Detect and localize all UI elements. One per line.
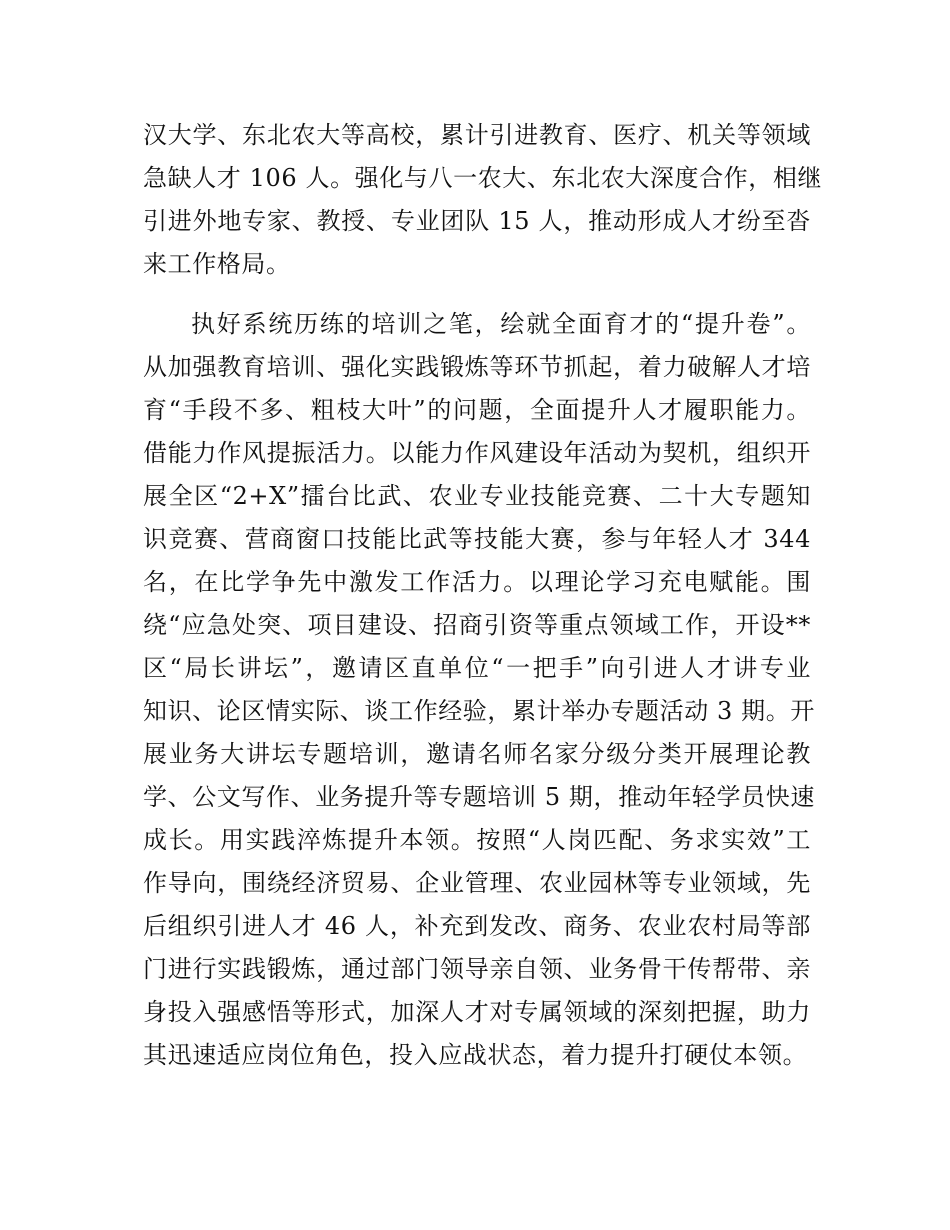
- text-line: 作导向，围绕经济贸易、企业管理、农业园林等专业领域，先: [143, 869, 811, 897]
- text-line: 区“局长讲坛”，邀请区直单位“一把手”向引进人才讲专业: [143, 654, 811, 682]
- text-line: 身投入强感悟等形式，加深人才对专属领域的深刻把握，助力: [143, 998, 811, 1026]
- text-line: 急缺人才 106 人。强化与八一农大、东北农大深度合作，相继: [143, 164, 823, 192]
- text-line: 借能力作风提振活力。以能力作风建设年活动为契机，组织开: [143, 439, 811, 467]
- text-line: 绕“应急处突、项目建设、招商引资等重点领域工作，开设**: [143, 611, 811, 639]
- text-line: 引进外地专家、教授、专业团队 15 人，推动形成人才纷至沓: [143, 207, 811, 235]
- text-line: 后组织引进人才 46 人，补充到发改、商务、农业农村局等部: [143, 912, 811, 940]
- paragraph-2: [143, 303, 815, 1077]
- text-line: 展全区“2+X”擂台比武、农业专业技能竞赛、二十大专题知: [143, 482, 811, 510]
- text-line: 知识、论区情实际、谈工作经验，累计举办专题活动 3 期。开: [143, 697, 815, 725]
- text-line: 门进行实践锻炼，通过部门领导亲自领、业务骨干传帮带、亲: [143, 955, 811, 983]
- text-line: 名，在比学争先中激发工作活力。以理论学习充电赋能。围: [143, 568, 811, 596]
- paragraph-1: [143, 114, 823, 286]
- text-line: 识竞赛、营商窗口技能比武等技能大赛，参与年轻人才 344: [143, 525, 811, 553]
- text-line: 育“手段不多、粗枝大叶”的问题，全面提升人才履职能力。: [143, 396, 811, 424]
- text-line: 汉大学、东北农大等高校，累计引进教育、医疗、机关等领域: [143, 121, 811, 149]
- text-line: 学、公文写作、业务提升等专题培训 5 期，推动年轻学员快速: [143, 783, 815, 811]
- text-line: 执好系统历练的培训之笔，绘就全面育才的“提升卷”。: [191, 310, 811, 338]
- text-line: 来工作格局。: [143, 250, 291, 278]
- text-line: 展业务大讲坛专题培训，邀请名师名家分级分类开展理论教: [143, 740, 811, 768]
- text-line: 成长。用实践淬炼提升本领。按照“人岗匹配、务求实效”工: [143, 826, 811, 854]
- text-line: 其迅速适应岗位角色，投入应战状态，着力提升打硬仗本领。: [143, 1041, 808, 1069]
- text-line: 从加强教育培训、强化实践锻炼等环节抓起，着力破解人才培: [143, 353, 811, 381]
